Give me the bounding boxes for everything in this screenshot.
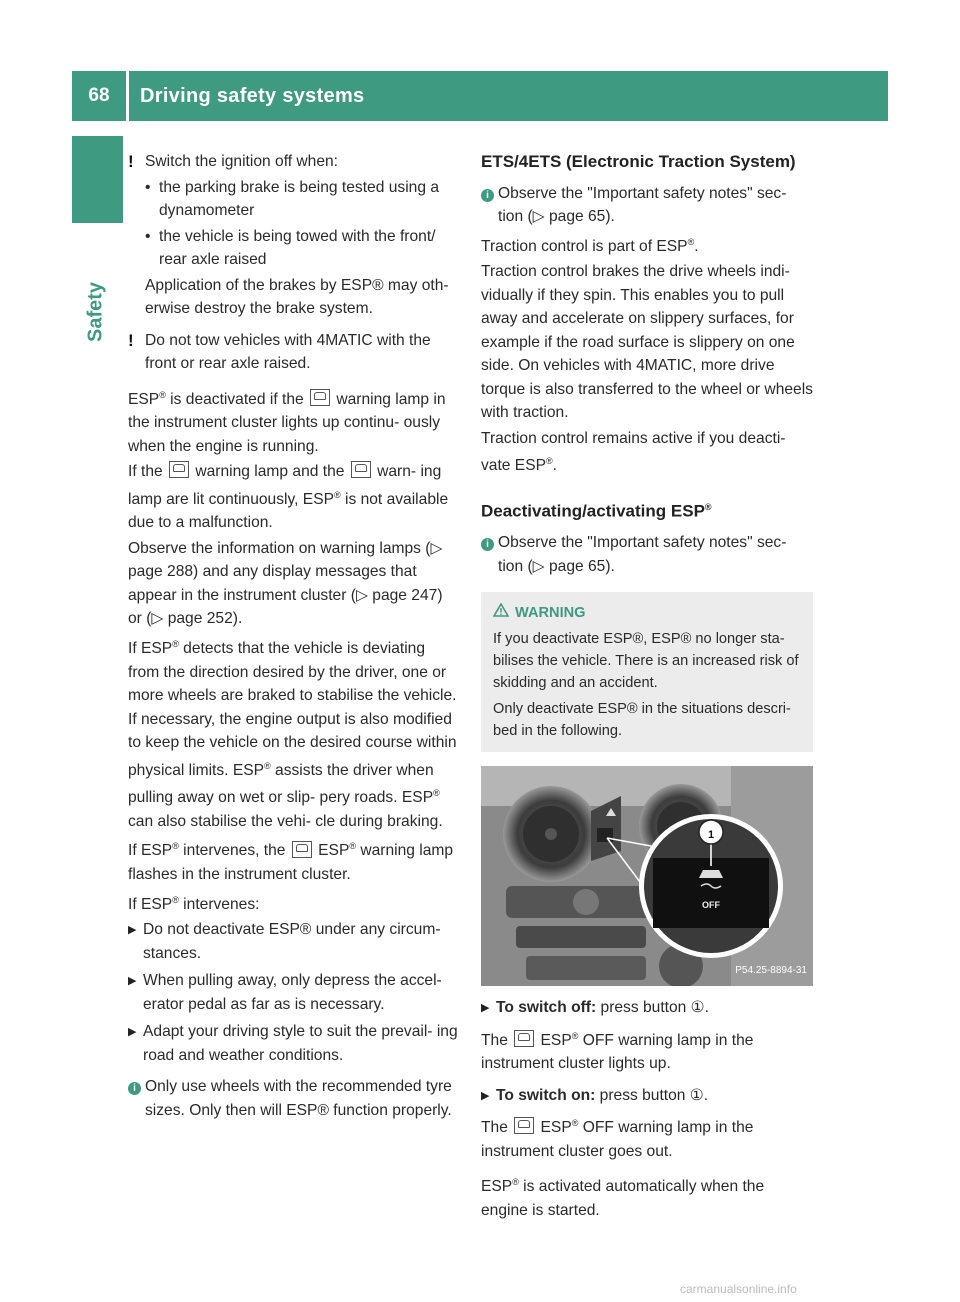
- watermark: carmanualsonline.info: [680, 1282, 797, 1296]
- left-column: [128, 150, 460, 1124]
- paragraph: ESP® is deactivated if the warning lamp in the instrument cluster lights up continu- ously when the engine is running.: [128, 389, 446, 455]
- instruction-step: ▶ To switch on: press button ①.: [481, 1084, 813, 1109]
- header-divider: [126, 71, 129, 121]
- side-tab-marker: [72, 136, 123, 223]
- caution-followup: Application of the brakes by ESP® may oth- erwise destroy the brake system.: [145, 276, 449, 317]
- dashboard-photo: [481, 766, 813, 986]
- instruction-step: ▶ Adapt your driving style to suit the prevail- ing road and weather conditions.: [128, 1020, 460, 1067]
- instruction-step: ▶ When pulling away, only depress the accel- erator pedal as far as is necessary.: [128, 969, 460, 1016]
- paragraph: If ESP® intervenes, the ESP® warning lamp flashes in the instrument cluster.: [128, 841, 454, 884]
- esp-lamp-icon: [169, 461, 189, 478]
- caution-note: [128, 150, 460, 174]
- info-icon: i: [128, 1082, 141, 1095]
- esp-off-lamp-icon: [514, 1030, 534, 1047]
- right-column: [481, 150, 813, 1225]
- photo-button-label: OFF: [702, 900, 720, 911]
- info-icon: i: [481, 189, 494, 202]
- paragraph: If ESP® intervenes:: [128, 894, 260, 913]
- step-arrow-icon: ▶: [481, 1089, 490, 1102]
- step-arrow-icon: ▶: [128, 1026, 137, 1039]
- paragraph: Traction control is part of ESP®.: [481, 236, 699, 255]
- esp-lamp-icon: [292, 841, 312, 858]
- info-note: i Observe the "Important safety notes" sec- tion (▷ page 65).: [481, 531, 813, 578]
- caution-note: [128, 329, 460, 376]
- page-number: 68: [88, 85, 110, 106]
- paragraph: If ESP® detects that the vehicle is deviating from the direction desired by the driver, one or more wheels are braked to stabilise the vehicle. If necessary, the engine output is also modified to keep the vehicle on the desired course within physical limits. ESP® assists the driver when pulling away on wet or slip- pery roads. ESP® can also stabilise the vehi- cle during braking.: [128, 638, 457, 830]
- info-note: i Observe the "Important safety notes" sec- tion (▷ page 65).: [481, 182, 813, 229]
- caution-text: Do not tow vehicles with 4MATIC with the front or rear axle raised.: [145, 331, 431, 372]
- section-heading: ETS/4ETS (Electronic Traction System): [481, 152, 796, 171]
- warning-box: [481, 592, 813, 752]
- warning-text: Only deactivate ESP® in the situations descri- bed in the following.: [493, 701, 791, 740]
- warning-heading: WARNING: [493, 602, 801, 624]
- chapter-title: Driving safety systems: [140, 85, 365, 107]
- photo-callout-number: 1: [707, 829, 715, 842]
- side-tab-label: Safety: [84, 281, 107, 343]
- info-note: i Only use wheels with the recommended tyre sizes. Only then will ESP® function properly.: [128, 1075, 460, 1122]
- step-result: The ESP® OFF warning lamp in the instrument cluster lights up.: [481, 1030, 754, 1073]
- instruction-step: ▶ To switch off: press button ①.: [481, 996, 813, 1021]
- step-result: The ESP® OFF warning lamp in the instrument cluster goes out.: [481, 1118, 754, 1160]
- caution-intro: Switch the ignition off when:: [145, 153, 339, 170]
- esp-off-lamp-icon: [514, 1117, 534, 1134]
- paragraph: ESP® is activated automatically when the engine is started.: [481, 1177, 765, 1220]
- info-icon: i: [481, 538, 494, 551]
- warning-triangle-icon: [493, 602, 509, 624]
- warning-text: If you deactivate ESP®, ESP® no longer sta- bilises the vehicle. There is an increased risk of skidding and an accident.: [493, 631, 799, 692]
- paragraph: Traction control remains active if you deacti- vate ESP®.: [481, 429, 786, 475]
- step-arrow-icon: ▶: [128, 975, 137, 988]
- list-item: • the vehicle is being towed with the front/ rear axle raised: [145, 227, 436, 268]
- photo-code: P54.25-8894-31: [735, 964, 807, 976]
- paragraph: Traction control brakes the drive wheels indi- vidually if they spin. This enables you to pull away and accelerate on slippery surfaces, for example if the road surface is slippery on one side. On vehicles with 4MATIC, more drive torque is also transferred to the wheel or wheels with traction.: [481, 263, 813, 422]
- exclamation-icon: !: [128, 330, 134, 350]
- paragraph: If the warning lamp and the warn- ing lamp are lit continuously, ESP® is not available due to a malfunction.: [128, 463, 449, 532]
- esp-off-lamp-icon: [351, 461, 371, 478]
- list-item: • the parking brake is being tested using a dynamometer: [145, 178, 440, 219]
- step-arrow-icon: ▶: [481, 1002, 490, 1015]
- instruction-step: ▶ Do not deactivate ESP® under any circum- stances.: [128, 918, 460, 965]
- exclamation-icon: !: [128, 152, 134, 171]
- page-header: [72, 71, 888, 121]
- paragraph: Observe the information on warning lamps (▷ page 288) and any display messages that appear in the instrument cluster (▷ page 247) or (▷ page 252).: [128, 539, 443, 628]
- section-heading: Deactivating/activating ESP®: [481, 501, 712, 521]
- esp-off-lamp-icon: [310, 389, 330, 406]
- step-arrow-icon: ▶: [128, 924, 137, 937]
